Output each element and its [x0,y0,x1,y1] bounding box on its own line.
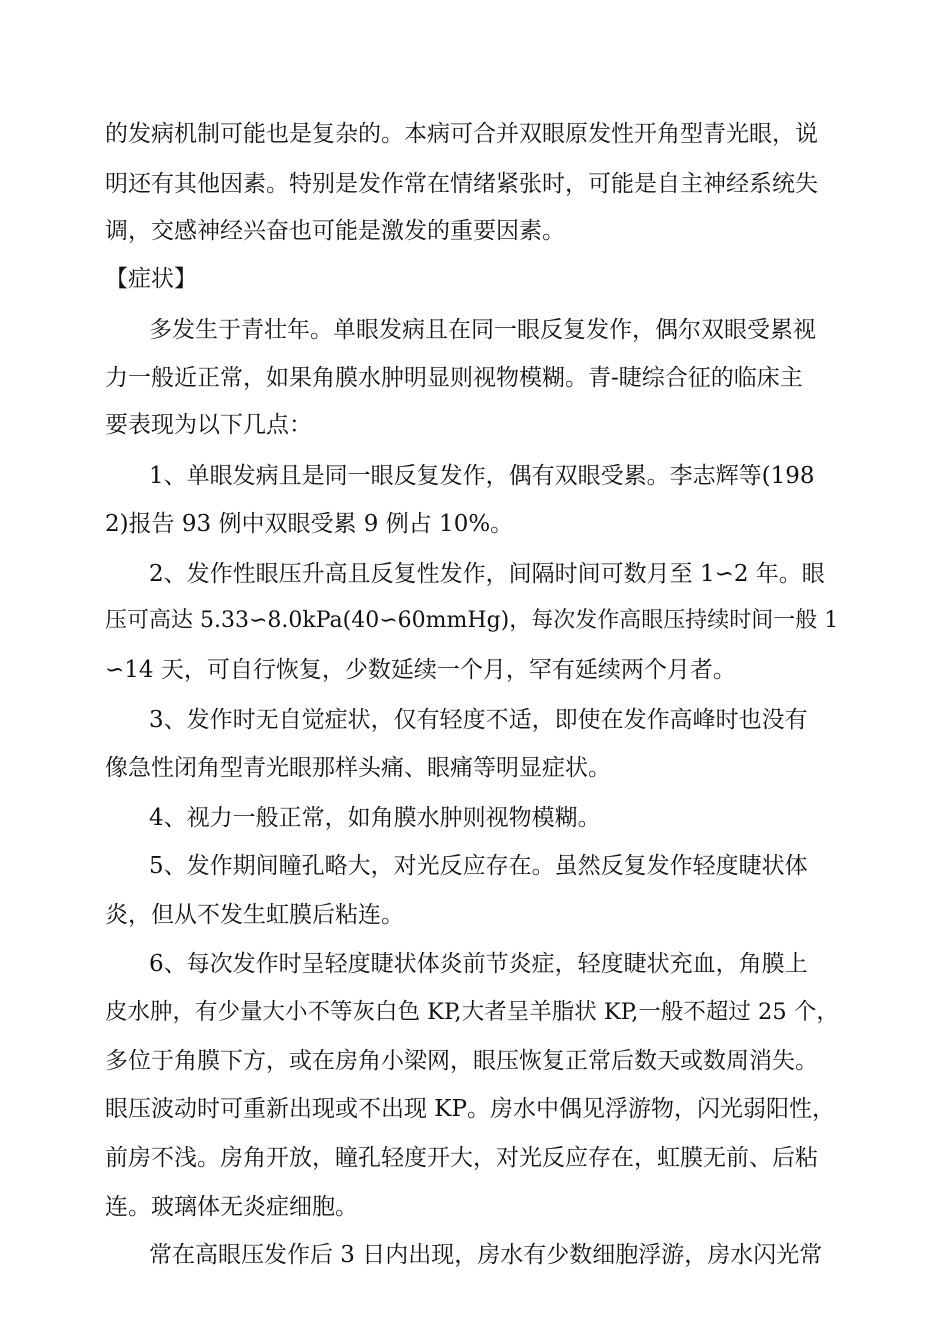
list-item-line: 2、发作性眼压升高且反复性发作，间隔时间可数月至 1∽2 年。眼 [149,561,825,587]
list-item-line: 6、每次发作时呈轻度睫状体炎前节炎症，轻度睫状充血，角膜上 [149,951,808,977]
text-line: 皮水肿，有少量大小不等灰白色 KP,大者呈羊脂状 KP,一般不超过 25 个， [105,999,839,1025]
text-line: 像急性闭角型青光眼那样头痛、眼痛等明显症状。 [105,755,611,781]
text-line: 常在高眼压发作后 3 日内出现，房水有少数细胞浮游，房水闪光常 [149,1242,823,1268]
text-line: 的发病机制可能也是复杂的。本病可合并双眼原发性开角型青光眼，说 [105,121,818,147]
text-line: 压可高达 5.33∽8.0kPa(40∽60mmHg)，每次发作高眼压持续时间一般 1 [105,608,839,633]
text-line: 连。玻璃体无炎症细胞。 [105,1194,358,1220]
text-line: 多位于角膜下方，或在房角小梁网，眼压恢复正常后数天或数周消失。 [105,1048,818,1074]
list-item-line: 4、视力一般正常，如角膜水肿则视物模糊。 [149,805,601,831]
text-line: 要表现为以下几点： [105,412,312,438]
text-line: 明还有其他因素。特别是发作常在情绪紧张时，可能是自主神经系统失 [105,171,818,197]
text-line: 多发生于青壮年。单眼发病且在同一眼反复发作，偶尔双眼受累视 [149,317,816,343]
text-line: 前房不浅。房角开放，瞳孔轻度开大，对光反应存在，虹膜无前、后粘 [105,1145,818,1171]
text-line: 力一般近正常，如果角膜水肿明显则视物模糊。青-睫综合征的临床主 [105,365,803,391]
text-line: ∽14 天，可自行恢复，少数延续一个月，罕有延续两个月者。 [105,657,736,683]
list-item-line: 3、发作时无自觉症状，仅有轻度不适，即使在发作高峰时也没有 [149,707,808,733]
text-line: 调，交感神经兴奋也可能是激发的重要因素。 [105,218,565,244]
text-line: 2)报告 93 例中双眼受累 9 例占 10%。 [105,511,514,537]
text-line: 炎，但从不发生虹膜后粘连。 [105,902,404,928]
text-line: 眼压波动时可重新出现或不出现 KP。房水中偶见浮游物，闪光弱阳性， [105,1096,835,1122]
list-item-line: 1、单眼发病且是同一眼反复发作，偶有双眼受累。李志辉等(198 [149,463,815,489]
section-heading: 【症状】 [105,266,197,292]
list-item-line: 5、发作期间瞳孔略大，对光反应存在。虽然反复发作轻度睫状体 [149,853,808,879]
